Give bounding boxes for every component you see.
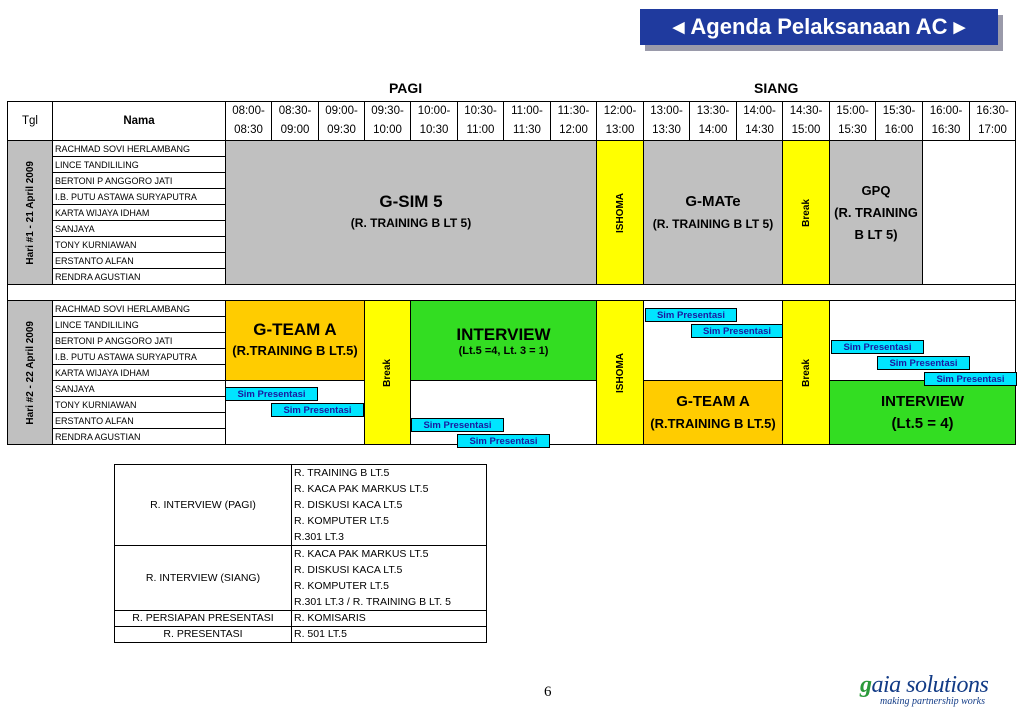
room-label: R. INTERVIEW (SIANG): [115, 546, 292, 611]
break-label: Break: [382, 358, 393, 387]
room-value: R. KOMPUTER LT.5: [294, 515, 389, 527]
room-label: R. PERSIAPAN PRESENTASI: [115, 611, 292, 627]
header-time: 11:30- 12:00: [551, 102, 597, 141]
gmate-block: [644, 141, 783, 285]
participant-name: SANJAYA: [53, 381, 226, 397]
day1-label-cell: [8, 141, 53, 285]
sim-presentasi-badge: Sim Presentasi: [831, 340, 924, 354]
gpq-title: GPQ: [861, 182, 891, 198]
participant-name: TONY KURNIAWAN: [53, 237, 226, 253]
participant-name: SANJAYA: [53, 221, 226, 237]
room-value: R. KACA PAK MARKUS LT.5: [294, 548, 429, 560]
page-title: Agenda Pelaksanaan AC: [690, 14, 948, 39]
header-time: 12:00- 13:00: [597, 102, 644, 141]
participant-name: KARTA WIJAYA IDHAM: [53, 205, 226, 221]
sim-presentasi-badge: Sim Presentasi: [924, 372, 1017, 386]
sim-presentasi-badge: Sim Presentasi: [691, 324, 783, 338]
header-time: 14:30- 15:00: [783, 102, 830, 141]
interview-title: INTERVIEW: [456, 324, 551, 344]
participant-name: ERSTANTO ALFAN: [53, 413, 226, 429]
spacer-row: [8, 285, 1016, 301]
header-time: 15:00- 15:30: [830, 102, 876, 141]
sim-presentasi-badge: Sim Presentasi: [271, 403, 364, 417]
room-values: [292, 546, 487, 611]
header-time: 16:30- 17:00: [970, 102, 1016, 141]
header-time: 08:30- 09:00: [272, 102, 319, 141]
room-table: [114, 464, 487, 643]
sim-presentasi-badge: Sim Presentasi: [645, 308, 737, 322]
logo-g: g: [860, 672, 872, 698]
table-row: [8, 141, 1016, 157]
room-row: [115, 546, 487, 611]
header-time: 09:00- 09:30: [319, 102, 365, 141]
header-row: [8, 102, 1016, 141]
participant-name: I.B. PUTU ASTAWA SURYAPUTRA: [53, 189, 226, 205]
participant-name: ERSTANTO ALFAN: [53, 253, 226, 269]
break2-label: Break: [800, 358, 812, 387]
room-value: R. KACA PAK MARKUS LT.5: [294, 483, 429, 495]
gteam2-title: G-TEAM A: [676, 392, 750, 410]
section-pagi: PAGI: [389, 80, 423, 96]
header-time: 14:00- 14:30: [737, 102, 783, 141]
room-row: [115, 611, 487, 627]
gteam-block: [226, 301, 365, 381]
gpq-block: [830, 141, 923, 285]
break-label: Break: [800, 198, 812, 227]
left-triangle-icon: ◀: [672, 19, 685, 36]
room-row: [115, 465, 487, 546]
room-value: R. 501 LT.5: [292, 627, 487, 643]
interview-room: (Lt.5 =4, Lt. 3 = 1): [458, 344, 549, 357]
empty-cell: [923, 141, 1016, 285]
sim-presentasi-badge: Sim Presentasi: [411, 418, 504, 432]
header-time: 13:30- 14:00: [690, 102, 737, 141]
room-value: R. DISKUSI KACA LT.5: [294, 564, 403, 576]
ishoma-block: [597, 301, 644, 445]
gpq-room: (R. TRAINING B LT 5): [834, 204, 918, 242]
section-siang: SIANG: [754, 80, 799, 96]
participant-name: RENDRA AGUSTIAN: [53, 429, 226, 445]
room-label: R. PRESENTASI: [115, 627, 292, 643]
participant-name: LINCE TANDILILING: [53, 157, 226, 173]
room-value: R. KOMPUTER LT.5: [294, 580, 389, 592]
sim-presentasi-badge: Sim Presentasi: [457, 434, 550, 448]
interview2-title: INTERVIEW: [880, 392, 965, 410]
header-tgl: Tgl: [8, 102, 53, 141]
participant-name: BERTONI P ANGGORO JATI: [53, 173, 226, 189]
gsim-title: G-SIM 5: [379, 191, 443, 211]
header-time: 10:30- 11:00: [458, 102, 504, 141]
gsim-room: (R. TRAINING B LT 5): [350, 215, 472, 230]
company-logo: [860, 672, 989, 707]
header-time: 16:00- 16:30: [923, 102, 970, 141]
schedule-table: [7, 101, 1016, 445]
gteam-title: G-TEAM A: [253, 319, 337, 339]
page-number: 6: [544, 684, 552, 700]
day1-label: Hari #1 - 21 April 2009: [24, 160, 36, 265]
header-time: 13:00- 13:30: [644, 102, 690, 141]
room-row: [115, 627, 487, 643]
spacer-cell: [8, 285, 1016, 301]
ishoma-label: ISHOMA: [614, 192, 626, 233]
participant-name: RACHMAD SOVI HERLAMBANG: [53, 141, 226, 157]
participant-name: RENDRA AGUSTIAN: [53, 269, 226, 285]
ishoma-block: [597, 141, 644, 285]
room-values: [292, 465, 487, 546]
participant-name: RACHMAD SOVI HERLAMBANG: [53, 301, 226, 317]
gmate-room: (R. TRAINING B LT 5): [652, 216, 774, 231]
break-block: [365, 301, 411, 445]
participant-name: KARTA WIJAYA IDHAM: [53, 365, 226, 381]
break-block: [783, 141, 830, 285]
break2-block: [783, 301, 830, 445]
gteam-room: (R.TRAINING B LT.5): [232, 342, 358, 358]
table-row: [8, 301, 1016, 317]
participant-name: TONY KURNIAWAN: [53, 397, 226, 413]
participant-name: BERTONI P ANGGORO JATI: [53, 333, 226, 349]
interview2-block: [830, 381, 1016, 445]
logo-text: aia solutions: [871, 672, 989, 698]
table-row: [8, 381, 1016, 397]
gmate-title: G-MATe: [685, 192, 741, 210]
room-value: R. TRAINING B LT.5: [294, 467, 390, 479]
header-nama: Nama: [53, 102, 226, 141]
right-triangle-icon: ▶: [953, 19, 966, 36]
ishoma-label: ISHOMA: [614, 352, 626, 393]
header-time: 10:00- 10:30: [411, 102, 458, 141]
gteam2-block: [644, 381, 783, 445]
logo-tagline: making partnership works: [880, 696, 985, 707]
header-time: 08:00- 08:30: [226, 102, 272, 141]
room-label: R. INTERVIEW (PAGI): [115, 465, 292, 546]
day2-label: Hari #2 - 22 April 2009: [24, 320, 36, 425]
room-value: R.301 LT.3: [294, 531, 345, 543]
header-time: 09:30- 10:00: [365, 102, 411, 141]
sim-presentasi-badge: Sim Presentasi: [877, 356, 970, 370]
gsim-block: [226, 141, 597, 285]
header-time: 11:00- 11:30: [504, 102, 551, 141]
room-value: R. DISKUSI KACA LT.5: [294, 499, 403, 511]
interview-block: [411, 301, 597, 381]
room-value: R.301 LT.3 / R. TRAINING B LT. 5: [294, 596, 451, 608]
interview2-room: (Lt.5 = 4): [891, 414, 954, 432]
day2-label-cell: [8, 301, 53, 445]
sim-presentasi-badge: Sim Presentasi: [225, 387, 318, 401]
participant-name: LINCE TANDILILING: [53, 317, 226, 333]
participant-name: I.B. PUTU ASTAWA SURYAPUTRA: [53, 349, 226, 365]
gteam2-room: (R.TRAINING B LT.5): [650, 415, 776, 431]
header-time: 15:30- 16:00: [876, 102, 923, 141]
room-value: R. KOMISARIS: [292, 611, 487, 627]
title-banner: [640, 9, 998, 45]
